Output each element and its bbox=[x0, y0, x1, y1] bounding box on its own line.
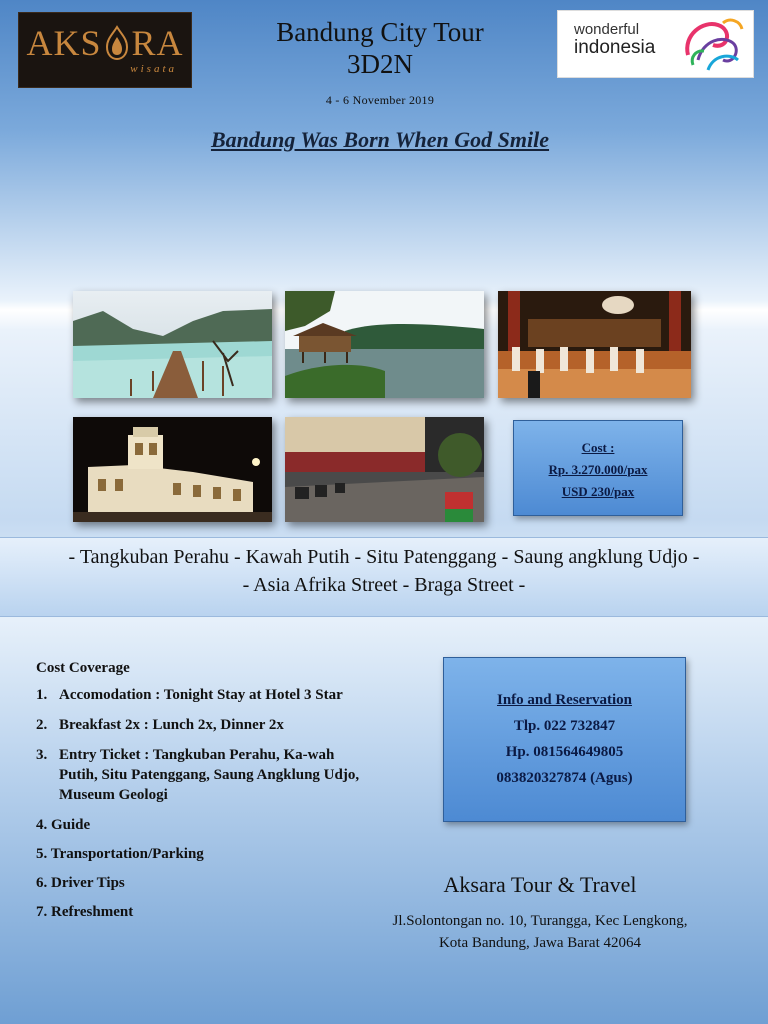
cost-coverage bbox=[36, 660, 376, 931]
coverage-item-text: Accomodation : Tonight Stay at Hotel 3 Star bbox=[59, 687, 343, 703]
destinations-line1: - Tangkuban Perahu - Kawah Putih - Situ Patenggang - Saung angklung Udjo - bbox=[68, 546, 700, 568]
photo-braga-street bbox=[285, 417, 484, 522]
tour-title bbox=[230, 16, 530, 80]
tagline: Bandung Was Born When God Smile bbox=[210, 127, 550, 152]
coverage-item: 4. Guide bbox=[36, 817, 91, 833]
info-heading: Info and Reservation bbox=[496, 692, 632, 708]
address-line2: Kota Bandung, Jawa Barat 42064 bbox=[438, 935, 642, 951]
tour-title-line1: Bandung City Tour bbox=[276, 17, 484, 47]
wi-logo-line1: wonderful bbox=[574, 21, 640, 38]
coverage-item: 5. Transportation/Parking bbox=[36, 846, 204, 862]
info-telephone: Tlp. 022 732847 bbox=[513, 718, 616, 734]
destinations-band bbox=[0, 537, 768, 617]
coverage-item: 7. Refreshment bbox=[36, 904, 134, 920]
coverage-item-number: 1. bbox=[36, 687, 48, 703]
photo-situ-patenggang bbox=[285, 291, 484, 398]
coverage-item-number: 2. bbox=[36, 717, 48, 733]
coverage-item-text: Breakfast 2x : Lunch 2x, Dinner 2x bbox=[59, 717, 284, 733]
coverage-item-text: Entry Ticket : Tangkuban Perahu, Ka-wah Putih, Situ Patenggang, Saung Angklung Udjo, Museum Geologi bbox=[59, 747, 360, 803]
info-mobile-agus: 083820327874 (Agus) bbox=[496, 770, 633, 786]
cost-box bbox=[513, 420, 683, 516]
wi-logo-line2: indonesia bbox=[574, 37, 656, 58]
coverage-title: Cost Coverage bbox=[36, 660, 130, 676]
coverage-item bbox=[36, 745, 376, 805]
cost-label: Cost : bbox=[581, 440, 615, 455]
photo-asia-afrika-street bbox=[73, 417, 272, 522]
coverage-item bbox=[36, 685, 376, 705]
coverage-item: 6. Driver Tips bbox=[36, 875, 125, 891]
aksara-emblem-icon bbox=[104, 25, 130, 61]
aksara-logo-text-right: RA bbox=[131, 23, 184, 63]
garuda-swirl-icon bbox=[678, 15, 748, 75]
photo-saung-angklung-udjo bbox=[498, 291, 691, 398]
wonderful-indonesia-logo bbox=[557, 10, 754, 78]
address-line1: Jl.Solontongan no. 10, Turangga, Kec Lengkong, bbox=[392, 913, 688, 929]
tour-date: 4 - 6 November 2019 bbox=[325, 93, 435, 107]
photo-kawah-putih bbox=[73, 291, 272, 398]
cost-idr: Rp. 3.270.000/pax bbox=[548, 462, 648, 477]
aksara-logo bbox=[18, 12, 192, 88]
coverage-item bbox=[36, 715, 376, 735]
tour-title-line2: 3D2N bbox=[347, 49, 413, 79]
destinations-line2: - Asia Afrika Street - Braga Street - bbox=[242, 574, 526, 596]
company-address bbox=[350, 910, 730, 954]
aksara-logo-text-left: AKS bbox=[26, 23, 102, 63]
company-name: Aksara Tour & Travel bbox=[443, 872, 637, 897]
info-handphone: Hp. 081564649805 bbox=[505, 744, 624, 760]
cost-usd: USD 230/pax bbox=[561, 484, 635, 499]
info-reservation-box bbox=[443, 657, 686, 822]
coverage-item-number: 3. bbox=[36, 747, 48, 763]
aksara-logo-subtitle: wisata bbox=[130, 63, 177, 75]
